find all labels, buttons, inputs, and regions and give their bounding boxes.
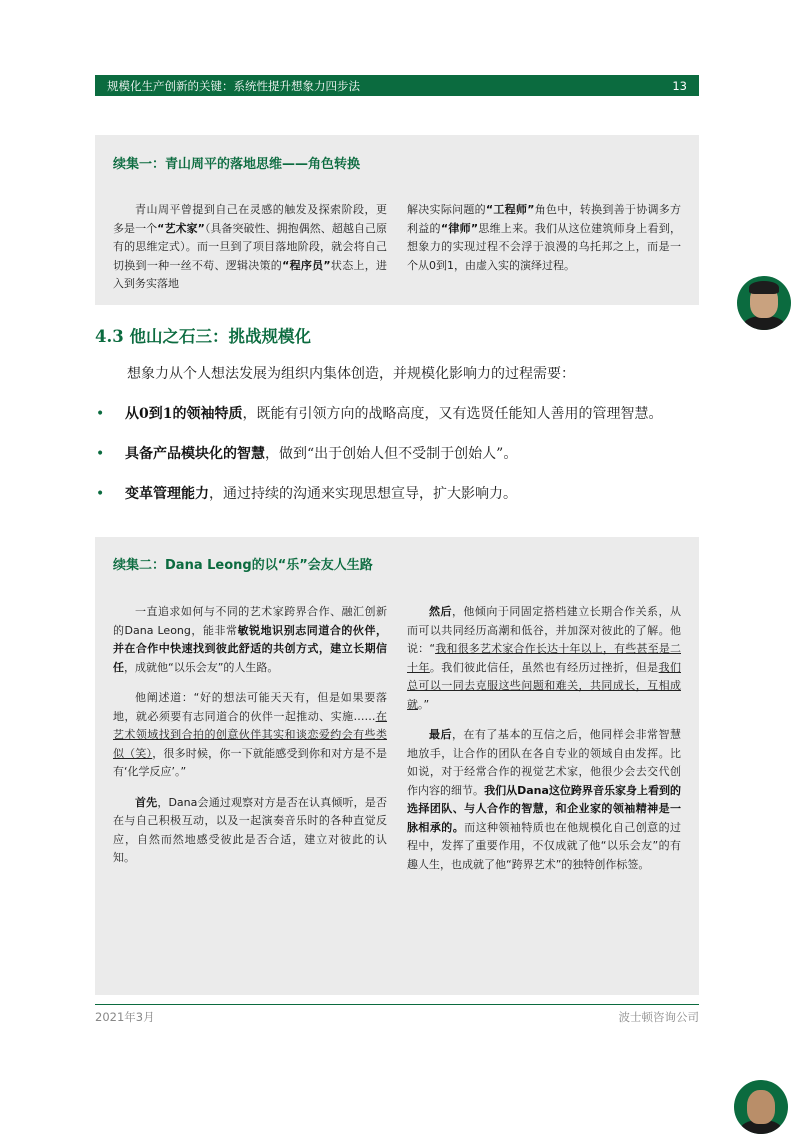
bullet-icon: • <box>96 446 105 462</box>
footer-divider <box>95 1004 699 1005</box>
box-title: 续集二：Dana Leong的以“乐”会友人生路 <box>113 558 373 573</box>
person-portrait-icon <box>737 276 791 330</box>
footer-company: 波士顿咨询公司 <box>618 1010 699 1024</box>
page-header <box>95 75 699 96</box>
box-column-right: 然后，他倾向于同固定搭档建立长期合作关系，从而可以共同经历高潮和低谷，并加深对彼此的了解。他说：“我和很多艺术家合作长达十年以上，有些甚至是二十年。我们彼此信任，虽然也有经历过挫折，但是我们总可以一同去克服这些问题和难关，共同成长，互相成就。” 最后，在有了基本的互信之后，他同样会非常智慧地放手，让合作的团队在各自专业的领域自由发挥。比如说，对于经常合作的视觉艺术家，他很少会去交代创作内容的细节。我们从Dana这位跨界音乐家身上看到的选择团队、与人合作的智慧，和企业家的领袖精神是一脉相承的。而这种领袖特质也在他规模化自己创意的过程中，发挥了重要作用，不仅成就了他“以乐会友”的有趣人生，也成就了他“跨界艺术”的独特创作标签。 <box>407 605 682 871</box>
page-number: 13 <box>672 78 687 93</box>
box-column-left: 青山周平曾提到自己在灵感的触发及探索阶段，更多是一个“艺术家”（具备突破性、拥抱偶然、超越自己原有的思维定式）。而一旦到了项目落地阶段，就会将自己切换到一种一丝不苟、逻辑决策的“程序员”状态上，进入到务实落地 <box>113 203 388 290</box>
box-column-right: 解决实际问题的“工程师”角色中，转换到善于协调多方利益的“律师”思维上来。我们从这位建筑师身上看到，想象力的实现过程不会浮于浪漫的乌托邦之上，而是一个从0到1，由虚入实的演绎过程。 <box>407 203 682 272</box>
list-item: • 变革管理能力，通过持续的沟通来实现思想宣导，扩大影响力。 <box>95 483 701 506</box>
sidebar-box-sequel-1 <box>95 135 699 305</box>
footer-date: 2021年3月 <box>95 1010 155 1024</box>
box-title: 续集一：青山周平的落地思维——角色转换 <box>113 157 361 172</box>
sidebar-box-sequel-2 <box>95 537 699 995</box>
bullet-icon: • <box>96 406 105 422</box>
person-portrait-icon <box>734 1080 788 1134</box>
header-title: 规模化生产创新的关键：系统性提升想象力四步法 <box>107 78 360 93</box>
section-heading: 4.3 他山之石三：挑战规模化 <box>95 327 311 346</box>
list-item: • 具备产品模块化的智慧，做到“出于创始人但不受制于创始人”。 <box>95 443 701 466</box>
list-item: • 从0到1的领袖特质，既能有引领方向的战略高度，又有选贤任能知人善用的管理智慧。 <box>95 403 701 426</box>
section-intro: 想象力从个人想法发展为组织内集体创造，并规模化影响力的过程需要： <box>127 366 575 382</box>
bullet-icon: • <box>96 486 105 502</box>
bullet-list <box>95 403 701 523</box>
box-column-left: 一直追求如何与不同的艺术家跨界合作、融汇创新的Dana Leong，能非常敏锐地识别志同道合的伙伴，并在合作中快速找到彼此舒适的共创方式，建立长期信任，成就他“以乐会友”的人生路。 他阐述道：“好的想法可能天天有，但是如果要落地，就必须要有志同道合的伙伴一起推动、实施……在艺术领域找到合拍的创意伙伴其实和谈恋爱约会有些类似（笑），很多时候，你一下就能感受到你和对方是不是有‘化学反应’。” 首先，Dana会通过观察对方是否在认真倾听，是否在与自己积极互动，以及一起演奏音乐时的各种直觉反应，自然而然地感受彼此是否合适，建立对彼此的认知。 <box>113 605 388 864</box>
